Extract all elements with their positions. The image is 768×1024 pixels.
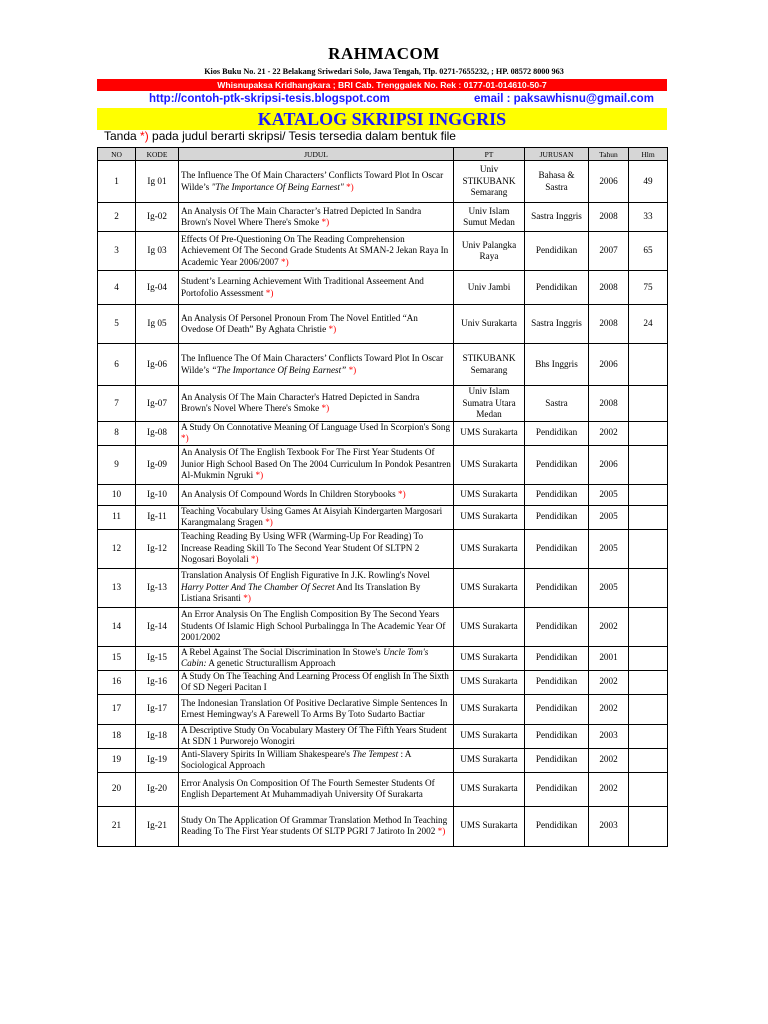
- title-text: A Study On The Teaching And Learning Process Of english In The Sixth Of SD Negeri Pacitan I: [181, 670, 449, 692]
- row-year: 2008: [589, 386, 629, 422]
- table-row: [98, 772, 668, 806]
- row-department: Pendidikan: [525, 568, 589, 607]
- row-code: Ig-18: [136, 724, 179, 748]
- row-university: Univ Islam Sumatra Utara Medan: [454, 386, 525, 422]
- row-number: 20: [98, 772, 136, 806]
- row-title: [179, 724, 454, 748]
- row-department: Pendidikan: [525, 607, 589, 646]
- row-code: Ig-04: [136, 271, 179, 305]
- row-code: Ig 03: [136, 232, 179, 271]
- row-department: Pendidikan: [525, 445, 589, 484]
- column-header-tahun: Tahun: [589, 148, 629, 161]
- row-year: 2007: [589, 232, 629, 271]
- row-pages: [629, 568, 668, 607]
- title-italic-text: "The Importance Of Being Earnest": [211, 181, 344, 192]
- row-title: [179, 203, 454, 232]
- row-number: 14: [98, 607, 136, 646]
- title-text: Effects Of Pre-Questioning On The Reading Comprehension Achievement Of The Second Grade Students At SMAN-2 Jekan Raya In Academic Year 2006/2007: [181, 233, 449, 267]
- table-row: [98, 724, 668, 748]
- row-title: [179, 505, 454, 529]
- title-text: The Influence The Of Main Characters’ Conflicts Toward Plot In Oscar Wilde’s: [181, 170, 444, 192]
- row-department: Pendidikan: [525, 694, 589, 724]
- table-row: [98, 203, 668, 232]
- row-pages: [629, 748, 668, 772]
- row-university: UMS Surakarta: [454, 772, 525, 806]
- row-pages: [629, 607, 668, 646]
- row-number: 16: [98, 670, 136, 694]
- row-university: Univ Palangka Raya: [454, 232, 525, 271]
- row-university: UMS Surakarta: [454, 607, 525, 646]
- row-number: 11: [98, 505, 136, 529]
- row-year: 2003: [589, 724, 629, 748]
- row-year: 2002: [589, 421, 629, 445]
- row-code: Ig-08: [136, 421, 179, 445]
- table-row: [98, 421, 668, 445]
- row-year: 2003: [589, 806, 629, 846]
- column-header-no: NO: [98, 148, 136, 161]
- row-university: UMS Surakarta: [454, 529, 525, 568]
- row-university: UMS Surakarta: [454, 445, 525, 484]
- row-title: [179, 806, 454, 846]
- row-department: Sastra Inggris: [525, 305, 589, 344]
- title-text: Teaching Vocabulary Using Games At Aisyiah Kindergarten Margosari Karangmalang Sragen: [181, 505, 443, 527]
- row-pages: [629, 445, 668, 484]
- row-university: Univ Jambi: [454, 271, 525, 305]
- title-text: A Rebel Against The Social Discrimination In Stowe's: [181, 646, 384, 657]
- title-text: Translation Analysis Of English Figurative In J.K. Rowling's Novel: [181, 570, 430, 581]
- row-number: 4: [98, 271, 136, 305]
- catalog-table: [97, 147, 668, 847]
- row-department: Pendidikan: [525, 646, 589, 670]
- row-university: STIKUBANK Semarang: [454, 344, 525, 386]
- file-available-mark: *): [255, 470, 264, 481]
- row-department: Pendidikan: [525, 806, 589, 846]
- row-code: Ig-09: [136, 445, 179, 484]
- row-number: 5: [98, 305, 136, 344]
- row-university: Univ STIKUBANK Semarang: [454, 161, 525, 203]
- file-available-mark: *): [265, 517, 273, 527]
- row-code: Ig-06: [136, 344, 179, 386]
- row-code: Ig-15: [136, 646, 179, 670]
- row-pages: [629, 694, 668, 724]
- row-year: 2002: [589, 772, 629, 806]
- title-text: An Error Analysis On The English Composition By The Second Years Students Of Islamic High School Purbalingga In The Academic Year Of 2001/2002: [181, 609, 446, 643]
- title-text: Anti-Slavery Spirits In William Shakespeare's: [181, 748, 353, 759]
- bank-account-banner: Whisnupaksa Kridhangkara ; BRI Cab. Trenggalek No. Rek : 0177-01-014610-50-7: [97, 79, 667, 91]
- file-available-mark: *): [398, 488, 406, 499]
- row-university: UMS Surakarta: [454, 724, 525, 748]
- row-title: [179, 161, 454, 203]
- file-available-mark: *): [181, 433, 189, 443]
- table-row: [98, 670, 668, 694]
- column-header-judul: JUDUL: [179, 148, 454, 161]
- row-department: Pendidikan: [525, 748, 589, 772]
- row-pages: [629, 505, 668, 529]
- title-text: Student’s Learning Achievement With Traditional Asseement And Portofolio Assessment: [181, 276, 424, 298]
- row-code: Ig-17: [136, 694, 179, 724]
- title-tail-text: : A Sociological Approach: [181, 748, 411, 770]
- row-title: [179, 670, 454, 694]
- row-year: 2002: [589, 670, 629, 694]
- title-text: Teaching Reading By Using WFR (Warming-Up For Reading) To Increase Reading Skill To The Second Year Student Of SLTPN 2 Nogosari Boyolali: [181, 531, 424, 565]
- row-year: 2008: [589, 305, 629, 344]
- row-year: 2005: [589, 484, 629, 505]
- row-year: 2002: [589, 607, 629, 646]
- column-header-hlm: Hlm: [629, 148, 668, 161]
- column-header-jurusan: JURUSAN: [525, 148, 589, 161]
- row-pages: 33: [629, 203, 668, 232]
- row-pages: [629, 670, 668, 694]
- row-pages: [629, 386, 668, 422]
- row-number: 13: [98, 568, 136, 607]
- row-year: 2006: [589, 344, 629, 386]
- row-title: [179, 748, 454, 772]
- row-department: Pendidikan: [525, 484, 589, 505]
- row-year: 2006: [589, 161, 629, 203]
- row-number: 21: [98, 806, 136, 846]
- row-pages: [629, 421, 668, 445]
- row-year: 2008: [589, 203, 629, 232]
- row-title: [179, 232, 454, 271]
- file-available-mark: *): [243, 593, 251, 604]
- row-year: 2002: [589, 694, 629, 724]
- shop-address: Kios Buku No. 21 - 22 Belakang Sriwedari Solo, Jawa Tengah, Tlp. 0271-7655232, ; HP. 08572 8000 963: [204, 67, 564, 76]
- row-title: [179, 529, 454, 568]
- table-row: [98, 505, 668, 529]
- row-year: 2002: [589, 748, 629, 772]
- row-university: Univ Islam Sumut Medan: [454, 203, 525, 232]
- title-text: An Analysis Of The Main Character’s Hatred Depicted In Sandra Brown's Novel Where There's Smoke: [181, 205, 422, 227]
- title-text: The Indonesian Translation Of Positive Declarative Simple Sentences In Ernest Hemingway's A Farewell To Arms By Toto Sudarto Bactiar: [181, 697, 448, 719]
- title-text: The Influence The Of Main Characters’ Conflicts Toward Plot In Oscar Wilde’s: [181, 353, 444, 375]
- table-row: [98, 271, 668, 305]
- row-university: UMS Surakarta: [454, 505, 525, 529]
- title-text: Study On The Application Of Grammar Translation Method In Teaching Reading To The First Year students Of SLTP PGRI 7 Jatiroto In 2002: [181, 814, 448, 836]
- row-title: [179, 271, 454, 305]
- title-tail-text: And Its Translation By Listiana Srisanti: [181, 581, 421, 604]
- row-code: Ig-21: [136, 806, 179, 846]
- row-number: 12: [98, 529, 136, 568]
- column-header-pt: PT: [454, 148, 525, 161]
- row-number: 17: [98, 694, 136, 724]
- title-text: An Analysis Of Personel Pronoun From The Novel Entitled “An Ovedose Of Death” By Aghata Christie: [181, 312, 418, 334]
- email-link[interactable]: email : paksawhisnu@gmail.com: [474, 93, 654, 105]
- table-row: [98, 232, 668, 271]
- row-year: 2005: [589, 505, 629, 529]
- table-row: [98, 484, 668, 505]
- table-row: [98, 748, 668, 772]
- table-row: [98, 694, 668, 724]
- file-available-mark: *): [281, 256, 289, 267]
- row-year: 2006: [589, 445, 629, 484]
- row-university: UMS Surakarta: [454, 694, 525, 724]
- row-title: [179, 607, 454, 646]
- row-department: Sastra: [525, 386, 589, 422]
- row-university: UMS Surakarta: [454, 670, 525, 694]
- row-department: Pendidikan: [525, 271, 589, 305]
- row-number: 1: [98, 161, 136, 203]
- file-available-mark: *): [321, 403, 330, 414]
- row-title: [179, 646, 454, 670]
- title-text: A Study On Connotative Meaning Of Language Used In Scorpion's Song: [181, 421, 451, 432]
- title-italic-text: The Tempest: [352, 748, 399, 759]
- title-italic-text: Harry Potter And The Chamber Of Secret: [181, 581, 335, 592]
- table-row: [98, 305, 668, 344]
- row-year: 2001: [589, 646, 629, 670]
- page-title: RAHMACOM: [328, 44, 440, 63]
- table-row: [98, 445, 668, 484]
- row-code: Ig 01: [136, 161, 179, 203]
- row-number: 9: [98, 445, 136, 484]
- row-title: [179, 421, 454, 445]
- contact-links: [97, 93, 667, 107]
- row-number: 6: [98, 344, 136, 386]
- row-department: Pendidikan: [525, 232, 589, 271]
- file-available-mark: *): [265, 287, 274, 298]
- row-pages: [629, 772, 668, 806]
- row-pages: [629, 484, 668, 505]
- row-department: Bhs Inggris: [525, 344, 589, 386]
- file-available-mark: *): [328, 324, 337, 334]
- row-title: [179, 386, 454, 422]
- legend-note-prefix: Tanda: [104, 129, 141, 143]
- row-pages: [629, 344, 668, 386]
- row-code: Ig-13: [136, 568, 179, 607]
- file-available-mark: *): [321, 217, 330, 227]
- title-tail-text: A genetic Structurallism Approach: [206, 658, 336, 668]
- row-title: [179, 772, 454, 806]
- row-university: UMS Surakarta: [454, 646, 525, 670]
- file-available-mark: *): [250, 554, 259, 565]
- row-pages: 75: [629, 271, 668, 305]
- row-department: Pendidikan: [525, 724, 589, 748]
- row-number: 19: [98, 748, 136, 772]
- row-number: 18: [98, 724, 136, 748]
- row-number: 3: [98, 232, 136, 271]
- table-header-row: [98, 148, 668, 161]
- row-pages: 24: [629, 305, 668, 344]
- row-code: Ig-20: [136, 772, 179, 806]
- blog-url-link[interactable]: http://contoh-ptk-skripsi-tesis.blogspot.com: [149, 93, 390, 105]
- row-code: Ig-11: [136, 505, 179, 529]
- title-italic-text: Uncle Tom's Cabin:: [181, 646, 429, 668]
- table-row: [98, 386, 668, 422]
- row-title: [179, 484, 454, 505]
- row-title: [179, 568, 454, 607]
- row-university: UMS Surakarta: [454, 806, 525, 846]
- table-row: [98, 344, 668, 386]
- row-pages: 65: [629, 232, 668, 271]
- row-code: Ig-07: [136, 386, 179, 422]
- row-pages: [629, 724, 668, 748]
- row-number: 8: [98, 421, 136, 445]
- table-row: [98, 161, 668, 203]
- legend-note: [104, 129, 456, 143]
- legend-note-text: pada judul berarti skripsi/ Tesis tersedia dalam bentuk file: [148, 129, 456, 143]
- row-pages: [629, 646, 668, 670]
- row-pages: [629, 806, 668, 846]
- row-code: Ig-19: [136, 748, 179, 772]
- table-row: [98, 806, 668, 846]
- table-row: [98, 646, 668, 670]
- row-year: 2005: [589, 529, 629, 568]
- table-row: [98, 568, 668, 607]
- row-number: 7: [98, 386, 136, 422]
- row-pages: 49: [629, 161, 668, 203]
- row-code: Ig 05: [136, 305, 179, 344]
- title-text: An Analysis Of Compound Words In Children Storybooks: [181, 488, 396, 499]
- row-code: Ig-14: [136, 607, 179, 646]
- row-university: UMS Surakarta: [454, 568, 525, 607]
- title-text: A Descriptive Study On Vocabulary Mastery Of The Fifth Years Student At SDN 1 Purworejo Wonogiri: [181, 724, 447, 746]
- row-department: Pendidikan: [525, 670, 589, 694]
- row-title: [179, 344, 454, 386]
- legend-star-mark: *): [140, 129, 149, 143]
- title-text: An Analysis Of The Main Character's Hatred Depicted in Sandra Brown's Novel Where There's Smoke: [181, 391, 420, 414]
- file-available-mark: *): [437, 826, 446, 836]
- file-available-mark: *): [348, 364, 357, 375]
- row-title: [179, 445, 454, 484]
- row-department: Bahasa & Sastra: [525, 161, 589, 203]
- title-text: An Analysis Of The English Texbook For The First Year Students Of Junior High School Based On The 2004 Curriculum In Pondok Pesantren Al-Mukmin Ngruki: [181, 447, 451, 481]
- row-year: 2005: [589, 568, 629, 607]
- catalog-title: KATALOG SKRIPSI INGGRIS: [97, 108, 667, 130]
- row-university: Univ Surakarta: [454, 305, 525, 344]
- row-code: Ig-12: [136, 529, 179, 568]
- row-code: Ig-02: [136, 203, 179, 232]
- table-row: [98, 529, 668, 568]
- row-title: [179, 305, 454, 344]
- title-text: Error Analysis On Composition Of The Fourth Semester Students Of English Departement At Muhammadiyah University Of Surakarta: [181, 777, 435, 799]
- file-available-mark: *): [346, 181, 354, 192]
- row-number: 2: [98, 203, 136, 232]
- title-italic-text: “The Importance Of Being Earnest”: [211, 364, 347, 375]
- row-department: Pendidikan: [525, 421, 589, 445]
- row-department: Sastra Inggris: [525, 203, 589, 232]
- row-university: UMS Surakarta: [454, 421, 525, 445]
- row-code: Ig-10: [136, 484, 179, 505]
- row-department: Pendidikan: [525, 529, 589, 568]
- table-row: [98, 607, 668, 646]
- row-number: 15: [98, 646, 136, 670]
- row-code: Ig-16: [136, 670, 179, 694]
- row-pages: [629, 529, 668, 568]
- row-university: UMS Surakarta: [454, 748, 525, 772]
- row-number: 10: [98, 484, 136, 505]
- row-year: 2008: [589, 271, 629, 305]
- row-department: Pendidikan: [525, 772, 589, 806]
- row-university: UMS Surakarta: [454, 484, 525, 505]
- column-header-kode: KODE: [136, 148, 179, 161]
- row-department: Pendidikan: [525, 505, 589, 529]
- row-title: [179, 694, 454, 724]
